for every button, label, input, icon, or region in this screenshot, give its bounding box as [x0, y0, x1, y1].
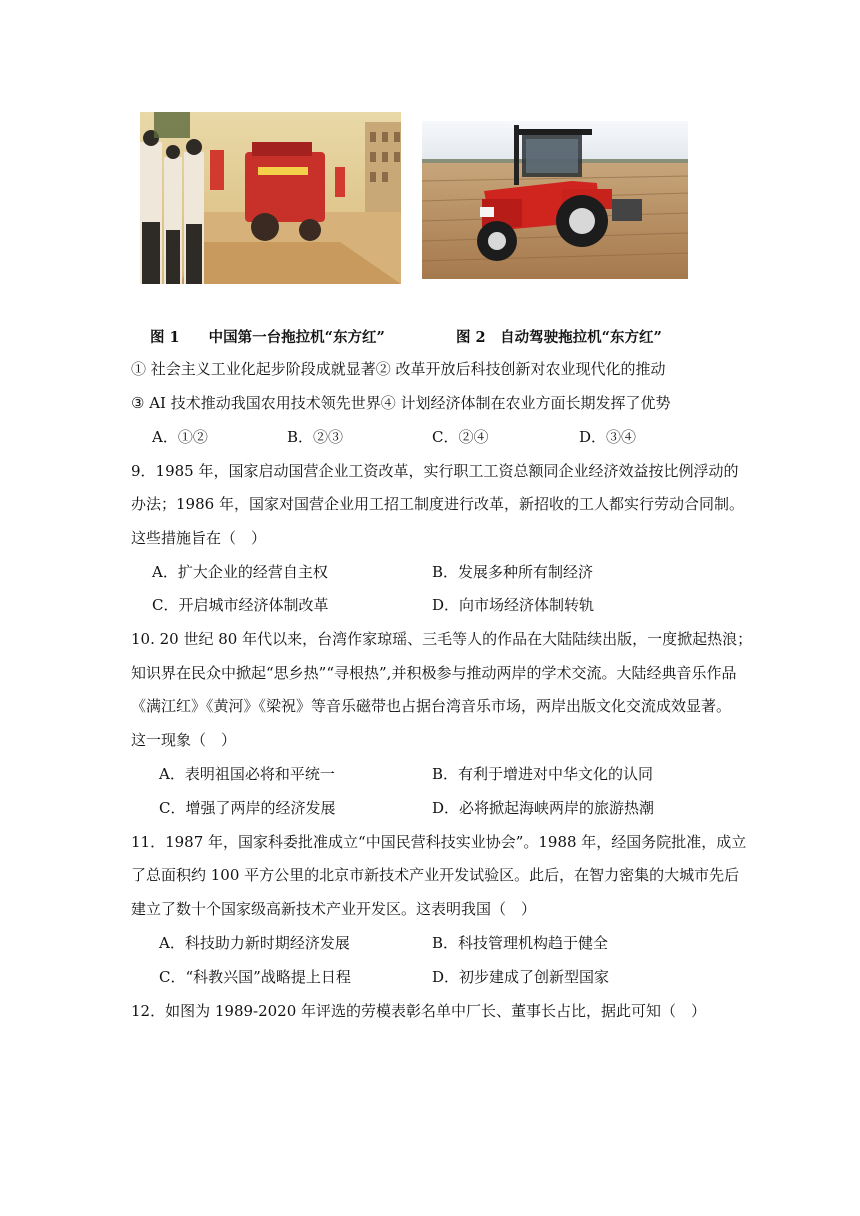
figure2-caption: 图 2 自动驾驶拖拉机“东方红”	[456, 329, 662, 346]
q11-stem-line-1: 11．1987 年，国家科委批准成立“中国民营科技实业协会”。1988 年，经国务院批准，成立	[131, 833, 747, 851]
q11-stem-line-3: 建立了数十个国家级高新技术产业开发区。这表明我国（ ）	[131, 900, 537, 918]
q9-stem-line-2: 办法；1986 年，国家对国营企业用工招工制度进行改革，新招收的工人都实行劳动合同制。	[131, 495, 744, 513]
q9-option-b[interactable]: B．发展多种所有制经济	[432, 563, 594, 581]
q10-option-a[interactable]: A．表明祖国必将和平统一	[159, 765, 335, 783]
q10-option-d[interactable]: D．必将掀起海峡两岸的旅游热潮	[432, 799, 655, 817]
q9-option-c[interactable]: C．开启城市经济体制改革	[152, 596, 329, 614]
q8-option-a[interactable]: A．①②	[152, 428, 208, 446]
q10-option-c[interactable]: C．增强了两岸的经济发展	[159, 799, 336, 817]
q8-option-c[interactable]: C．②④	[432, 428, 489, 446]
q10-stem-line-4: 这一现象（ ）	[131, 731, 237, 749]
q9-option-a[interactable]: A．扩大企业的经营自主权	[152, 563, 328, 581]
q8-option-b[interactable]: B．②③	[287, 428, 344, 446]
q10-stem-line-3: 《满江红》《黄河》《梁祝》等音乐磁带也占据台湾音乐市场，两岸出版文化交流成效显著。	[131, 697, 732, 715]
q11-stem-line-2: 了总面积约 100 平方公里的北京市新技术产业开发试验区。此后，在智力密集的大城市先后	[131, 866, 740, 884]
q9-stem-line-1: 9．1985 年，国家启动国营企业工资改革，实行职工工资总额同企业经济效益按比例浮动的	[131, 462, 739, 480]
q9-option-d[interactable]: D．向市场经济体制转轨	[432, 596, 595, 614]
q8-statement-3-4: ③ AI 技术推动我国农用技术领先世界④ 计划经济体制在农业方面长期发挥了优势	[131, 394, 671, 412]
q12-stem-line-1: 12．如图为 1989-2020 年评选的劳模表彰名单中厂长、董事长占比，据此可知（ ）	[131, 1002, 707, 1020]
figure2-photo	[422, 121, 688, 279]
figure1-caption: 图 1 中国第一台拖拉机“东方红”	[150, 329, 385, 346]
q11-option-d[interactable]: D．初步建成了创新型国家	[432, 968, 610, 986]
figure1-photo	[140, 112, 401, 284]
q11-option-c[interactable]: C．“科教兴国”战略提上日程	[159, 968, 351, 986]
q10-stem-line-1: 10. 20 世纪 80 年代以来，台湾作家琼瑶、三毛等人的作品在大陆陆续出版，一度掀起热浪；	[131, 630, 753, 648]
q11-option-a[interactable]: A．科技助力新时期经济发展	[159, 934, 350, 952]
q10-option-b[interactable]: B．有利于增进对中华文化的认同	[432, 765, 654, 783]
q10-stem-line-2: 知识界在民众中掀起“思乡热”“寻根热”,并积极参与推动两岸的学术交流。大陆经典音乐作品	[131, 664, 737, 682]
q8-statement-1-2: ① 社会主义工业化起步阶段成就显著② 改革开放后科技创新对农业现代化的推动	[131, 360, 666, 378]
q9-stem-line-3: 这些措施旨在（ ）	[131, 529, 267, 547]
q11-option-b[interactable]: B．科技管理机构趋于健全	[432, 934, 609, 952]
q8-option-d[interactable]: D．③④	[579, 428, 637, 446]
